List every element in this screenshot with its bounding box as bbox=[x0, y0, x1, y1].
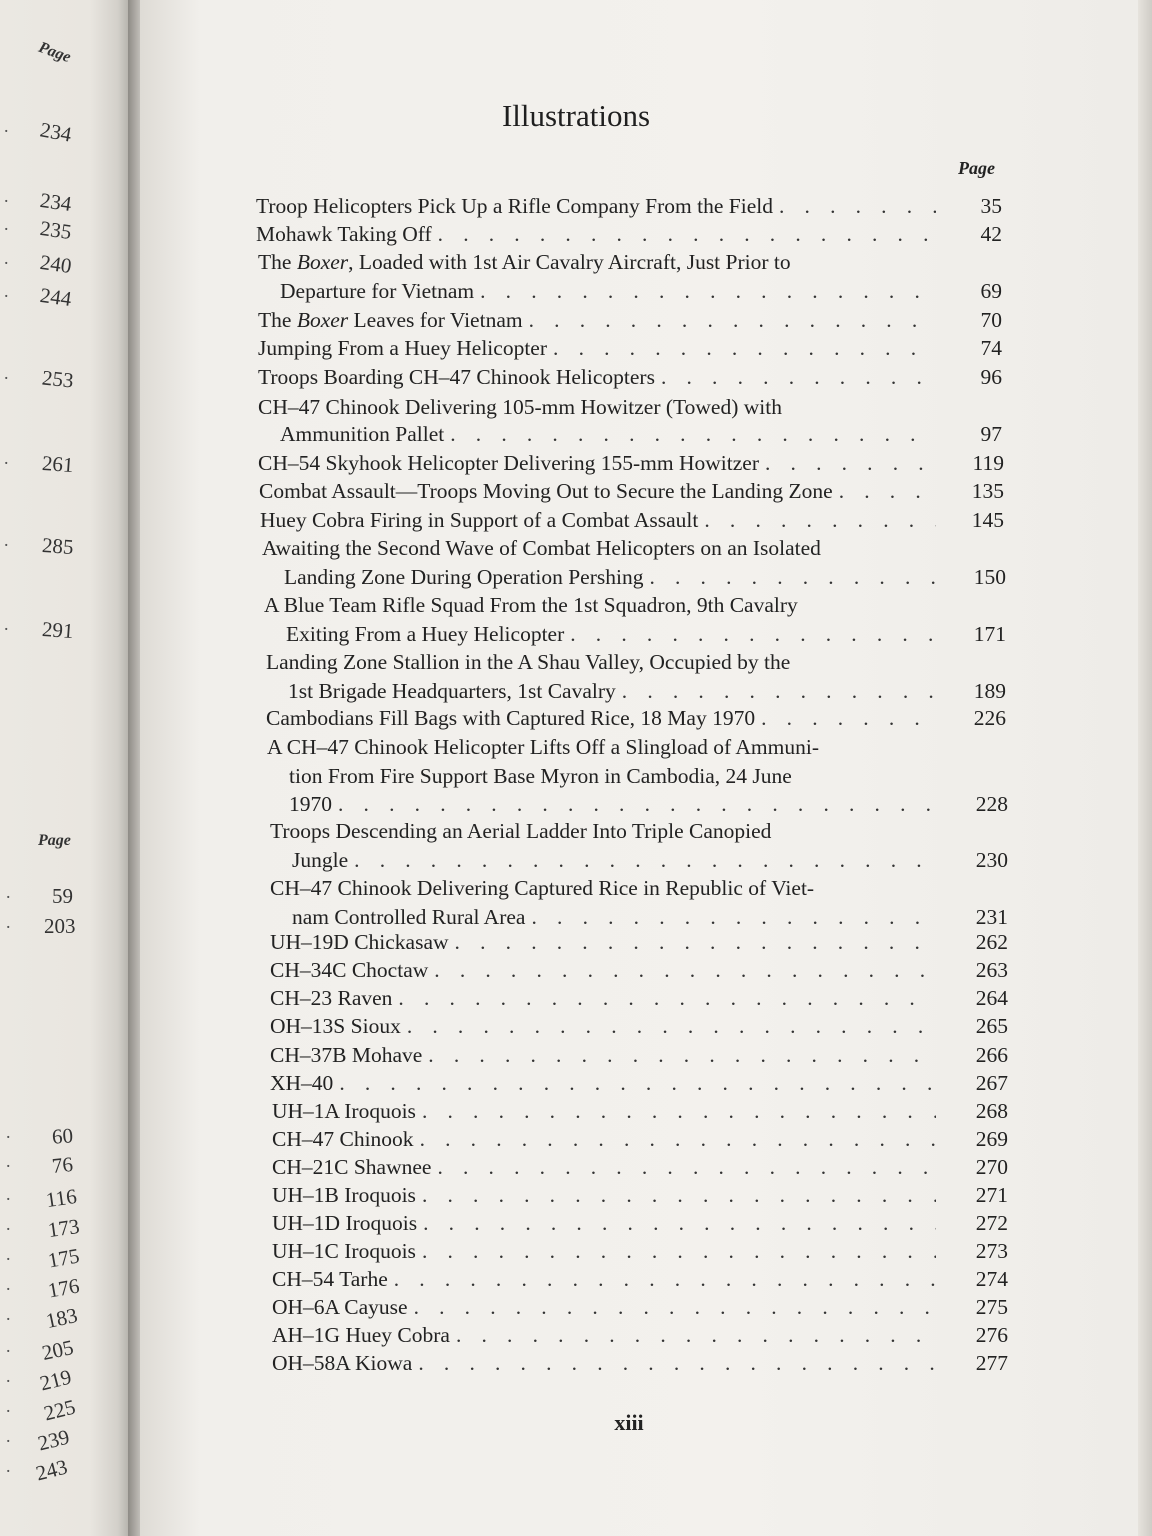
entry-title: OH–6A Cayuse bbox=[272, 1295, 408, 1319]
leader-dot: . bbox=[4, 186, 9, 206]
dot-leader bbox=[407, 1014, 936, 1039]
leader-dot: . bbox=[6, 1151, 11, 1171]
facing-page-number: 183 bbox=[43, 1302, 80, 1334]
entry-title: Troops Boarding CH–47 Chinook Helicopters bbox=[258, 365, 655, 389]
entry-title: UH–1D Iroquois bbox=[272, 1211, 418, 1235]
dot-leader bbox=[704, 508, 936, 533]
entry-page-number: 35 bbox=[980, 194, 1002, 218]
entry-page-number: 135 bbox=[971, 479, 1004, 503]
entry-page-number: 270 bbox=[975, 1155, 1008, 1179]
page-edge bbox=[1138, 0, 1152, 1536]
facing-page-number: 173 bbox=[46, 1213, 81, 1243]
entry-title: Awaiting the Second Wave of Combat Helicopters on an Isolated bbox=[262, 536, 821, 560]
page-title: Illustrations bbox=[501, 98, 651, 133]
entry-title: UH–19D Chickasaw bbox=[270, 930, 449, 954]
dot-leader bbox=[649, 565, 936, 590]
entry-page-number: 276 bbox=[975, 1323, 1008, 1347]
entry-line bbox=[292, 848, 936, 873]
entry-title: CH–23 Raven bbox=[270, 986, 393, 1010]
entry-title: Mohawk Taking Off bbox=[256, 222, 432, 246]
dot-leader bbox=[553, 336, 936, 361]
leader-dot: . bbox=[6, 1366, 11, 1386]
entry-title: The Boxer Leaves for Vietnam bbox=[258, 308, 523, 332]
entry-page-number: 269 bbox=[975, 1127, 1008, 1151]
entry-page-number: 263 bbox=[975, 958, 1008, 982]
entry-page-number: 231 bbox=[975, 905, 1008, 929]
leader-dot: . bbox=[4, 363, 9, 383]
dot-leader bbox=[529, 308, 936, 333]
entry-page-number: 273 bbox=[975, 1239, 1008, 1263]
leader-dot: . bbox=[6, 1244, 11, 1264]
entry-title: CH–34C Choctaw bbox=[270, 958, 429, 982]
leader-dot: . bbox=[6, 1184, 11, 1204]
entry-line bbox=[270, 1043, 936, 1068]
entry-page-number: 268 bbox=[975, 1099, 1008, 1123]
entry-title: CH–47 Chinook Delivering Captured Rice in Republic of Viet- bbox=[270, 876, 815, 900]
entry-line bbox=[260, 508, 936, 533]
entry-title: The Boxer, Loaded with 1st Air Cavalry Aircraft, Just Prior to bbox=[258, 250, 791, 274]
entry-page-number: 145 bbox=[971, 508, 1004, 532]
entry-title: AH–1G Huey Cobra bbox=[272, 1323, 450, 1347]
entry-line bbox=[270, 819, 936, 844]
dot-leader bbox=[531, 905, 936, 930]
entry-title: Troop Helicopters Pick Up a Rifle Company From the Field bbox=[256, 194, 773, 218]
facing-page-number: 176 bbox=[46, 1273, 82, 1303]
facing-page-number: 225 bbox=[41, 1394, 78, 1426]
entry-line bbox=[258, 365, 936, 390]
facing-page-number: 234 bbox=[38, 117, 74, 147]
dot-leader bbox=[422, 1099, 936, 1124]
entry-line bbox=[256, 194, 936, 219]
entry-title: CH–47 Chinook bbox=[272, 1127, 414, 1151]
dot-leader bbox=[422, 1239, 936, 1264]
dot-leader bbox=[455, 930, 936, 955]
dot-leader bbox=[354, 848, 936, 873]
dot-leader bbox=[622, 679, 936, 704]
entry-line bbox=[286, 622, 936, 647]
entry-page-number: 267 bbox=[975, 1071, 1008, 1095]
entry-line bbox=[266, 706, 936, 731]
dot-leader bbox=[423, 1211, 936, 1236]
entry-title: OH–13S Sioux bbox=[270, 1014, 401, 1038]
entry-title: CH–37B Mohave bbox=[270, 1043, 423, 1067]
entry-title: A CH–47 Chinook Helicopter Lifts Off a Slingload of Ammuni- bbox=[267, 735, 819, 759]
entry-title: Cambodians Fill Bags with Captured Rice, 18 May 1970 bbox=[266, 706, 756, 730]
dot-leader bbox=[456, 1323, 936, 1348]
entry-title: Combat Assault—Troops Moving Out to Secure the Landing Zone bbox=[259, 479, 833, 503]
facing-page-number: 291 bbox=[41, 616, 75, 644]
entry-title: Huey Cobra Firing in Support of a Combat Assault bbox=[260, 508, 699, 532]
dot-leader bbox=[437, 1155, 936, 1180]
entry-line bbox=[272, 1127, 936, 1152]
entry-title: 1970 bbox=[289, 792, 332, 816]
entry-title: A Blue Team Rifle Squad From the 1st Squadron, 9th Cavalry bbox=[264, 593, 798, 617]
entry-line bbox=[272, 1155, 936, 1180]
leader-dot: . bbox=[6, 1274, 11, 1294]
dot-leader bbox=[434, 958, 936, 983]
ship-name: Boxer bbox=[296, 250, 349, 274]
entry-line bbox=[272, 1267, 936, 1292]
leader-dot: . bbox=[4, 448, 9, 468]
leader-dot: . bbox=[6, 1122, 11, 1142]
entry-line bbox=[266, 650, 936, 675]
entry-page-number: 230 bbox=[975, 848, 1008, 872]
ship-name: Boxer bbox=[296, 308, 349, 332]
entry-title: UH–1A Iroquois bbox=[272, 1099, 416, 1123]
dot-leader bbox=[450, 422, 936, 447]
facing-page-number: 244 bbox=[38, 282, 74, 312]
entry-title: nam Controlled Rural Area bbox=[292, 905, 526, 929]
entry-line bbox=[289, 764, 936, 789]
facing-page-number: 76 bbox=[50, 1151, 75, 1179]
dot-leader bbox=[661, 365, 936, 390]
entry-line bbox=[267, 735, 936, 760]
entry-title: Exiting From a Huey Helicopter bbox=[286, 622, 565, 646]
entry-line bbox=[256, 222, 936, 247]
facing-page-number: 203 bbox=[44, 914, 76, 938]
entry-line bbox=[272, 1211, 936, 1236]
entry-title: UH–1C Iroquois bbox=[272, 1239, 416, 1263]
entry-title: XH–40 bbox=[270, 1071, 334, 1095]
leader-dot: . bbox=[6, 912, 11, 932]
entry-line bbox=[272, 1295, 936, 1320]
entry-line bbox=[289, 792, 936, 817]
entry-title: Troops Descending an Aerial Ladder Into Triple Canopied bbox=[270, 819, 772, 843]
facing-page-number: 60 bbox=[51, 1123, 74, 1149]
entry-page-number: 119 bbox=[972, 451, 1004, 475]
entry-line bbox=[258, 451, 936, 476]
entry-line bbox=[272, 1323, 936, 1348]
leader-dot: . bbox=[4, 214, 9, 234]
dot-leader bbox=[398, 986, 936, 1011]
facing-page-number: 253 bbox=[40, 365, 75, 393]
facing-page-label: Page bbox=[36, 38, 73, 67]
entry-page-number: 171 bbox=[973, 622, 1006, 646]
entry-title: Landing Zone Stallion in the A Shau Valley, Occupied by the bbox=[266, 650, 791, 674]
entry-line bbox=[270, 876, 936, 901]
entry-line bbox=[272, 1183, 936, 1208]
page-number: xiii bbox=[614, 1410, 644, 1435]
leader-dot: . bbox=[6, 1396, 11, 1416]
facing-page-number: 59 bbox=[52, 884, 73, 908]
leader-dot: . bbox=[6, 1214, 11, 1234]
dot-leader bbox=[418, 1351, 936, 1376]
facing-page-number: 116 bbox=[44, 1183, 79, 1213]
entry-title: Ammunition Pallet bbox=[280, 422, 445, 446]
entry-title: 1st Brigade Headquarters, 1st Cavalry bbox=[288, 679, 616, 703]
facing-page-number: 285 bbox=[41, 532, 75, 560]
leader-dot: . bbox=[4, 614, 9, 634]
facing-page-number: 235 bbox=[38, 215, 74, 245]
entry-line bbox=[280, 279, 936, 304]
entry-line bbox=[284, 565, 936, 590]
entry-page-number: 271 bbox=[975, 1183, 1008, 1207]
entry-title: CH–54 Tarhe bbox=[272, 1267, 388, 1291]
entry-title: Departure for Vietnam bbox=[280, 279, 475, 303]
dot-leader bbox=[394, 1267, 936, 1292]
entry-page-number: 70 bbox=[980, 308, 1002, 332]
dot-leader bbox=[570, 622, 936, 647]
dot-leader bbox=[761, 706, 936, 731]
facing-page-number: 261 bbox=[41, 450, 75, 478]
entry-page-number: 97 bbox=[980, 422, 1002, 446]
entry-page-number: 226 bbox=[973, 706, 1006, 730]
facing-page-number: 240 bbox=[38, 249, 74, 279]
entry-title: CH–21C Shawnee bbox=[272, 1155, 432, 1179]
leader-dot: . bbox=[4, 530, 9, 550]
entry-line bbox=[258, 250, 936, 275]
entry-title: UH–1B Iroquois bbox=[272, 1183, 416, 1207]
dot-leader bbox=[338, 792, 936, 817]
leader-dot: . bbox=[4, 116, 9, 136]
entry-page-number: 189 bbox=[973, 679, 1006, 703]
leader-dot: . bbox=[6, 1456, 11, 1476]
facing-page-number: 205 bbox=[39, 1334, 76, 1366]
entry-line bbox=[264, 593, 936, 618]
facing-page-number: 219 bbox=[37, 1364, 74, 1396]
dot-leader bbox=[414, 1295, 936, 1320]
entry-page-number: 69 bbox=[980, 279, 1002, 303]
entry-page-number: 42 bbox=[980, 222, 1002, 246]
entry-line bbox=[262, 536, 936, 561]
entry-line bbox=[280, 422, 936, 447]
dot-leader bbox=[480, 279, 936, 304]
entry-line bbox=[272, 1239, 936, 1264]
entry-line bbox=[270, 1014, 936, 1039]
leader-dot: . bbox=[4, 248, 9, 268]
entry-page-number: 265 bbox=[975, 1014, 1008, 1038]
entry-page-number: 264 bbox=[975, 986, 1008, 1010]
entry-title: CH–54 Skyhook Helicopter Delivering 155-mm Howitzer bbox=[258, 451, 759, 475]
entry-line bbox=[288, 679, 936, 704]
leader-dot: . bbox=[6, 1304, 11, 1324]
entry-title: Jumping From a Huey Helicopter bbox=[258, 336, 548, 360]
entry-line bbox=[258, 336, 936, 361]
entry-title: CH–47 Chinook Delivering 105-mm Howitzer (Towed) with bbox=[258, 395, 782, 419]
facing-page-number: 239 bbox=[35, 1424, 72, 1456]
dot-leader bbox=[779, 194, 936, 219]
dot-leader bbox=[422, 1183, 936, 1208]
leader-dot: . bbox=[4, 281, 9, 301]
dot-leader bbox=[339, 1071, 936, 1096]
entry-page-number: 262 bbox=[975, 930, 1008, 954]
entry-page-number: 272 bbox=[975, 1211, 1008, 1235]
entry-page-number: 277 bbox=[975, 1351, 1008, 1375]
entry-line bbox=[292, 905, 936, 930]
leader-dot: . bbox=[6, 882, 11, 902]
dot-leader bbox=[839, 479, 936, 504]
entry-line bbox=[258, 308, 936, 333]
dot-leader bbox=[420, 1127, 936, 1152]
entry-page-number: 74 bbox=[980, 336, 1002, 360]
entry-page-number: 266 bbox=[975, 1043, 1008, 1067]
leader-dot: . bbox=[6, 1336, 11, 1356]
entry-page-number: 96 bbox=[980, 365, 1002, 389]
entry-line bbox=[272, 1099, 936, 1124]
entry-line bbox=[270, 930, 936, 955]
facing-page-label: Page bbox=[38, 832, 71, 849]
facing-page-number: 243 bbox=[33, 1454, 70, 1486]
facing-page-number: 175 bbox=[46, 1243, 82, 1273]
entry-page-number: 150 bbox=[973, 565, 1006, 589]
entry-line bbox=[270, 1071, 936, 1096]
dot-leader bbox=[765, 451, 936, 476]
facing-page-number: 234 bbox=[38, 187, 74, 217]
entry-line bbox=[258, 395, 936, 420]
leader-dot: . bbox=[6, 1426, 11, 1446]
entry-page-number: 274 bbox=[975, 1267, 1008, 1291]
page-column-header: Page bbox=[958, 158, 995, 178]
entry-line bbox=[270, 958, 936, 983]
entry-page-number: 275 bbox=[975, 1295, 1008, 1319]
entry-page-number: 228 bbox=[975, 792, 1008, 816]
dot-leader bbox=[438, 222, 936, 247]
entry-line bbox=[259, 479, 936, 504]
entry-title: tion From Fire Support Base Myron in Cambodia, 24 June bbox=[289, 764, 792, 788]
entry-title: Jungle bbox=[292, 848, 349, 872]
entry-line bbox=[272, 1351, 936, 1376]
dot-leader bbox=[428, 1043, 936, 1068]
entry-line bbox=[270, 986, 936, 1011]
entry-title: OH–58A Kiowa bbox=[272, 1351, 413, 1375]
entry-title: Landing Zone During Operation Pershing bbox=[284, 565, 644, 589]
